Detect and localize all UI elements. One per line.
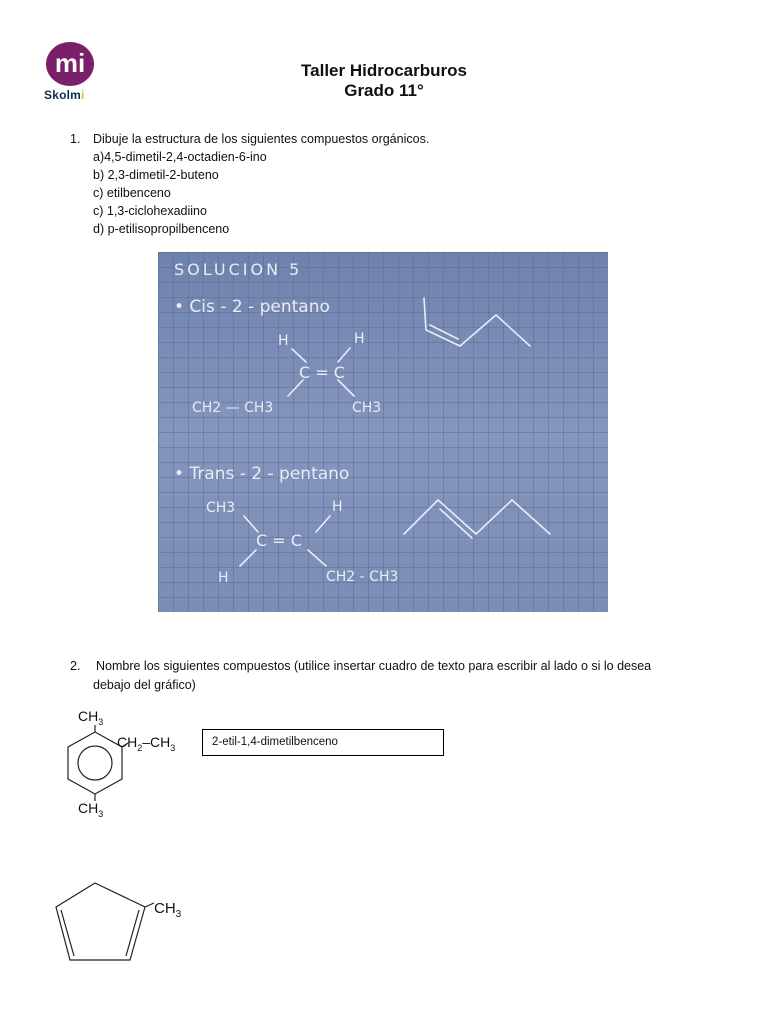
- question-1-item: d) p-etilisopropilbenceno: [93, 222, 230, 236]
- cis-right-group: CH3: [352, 400, 382, 416]
- compound-1-top-group: $CH_3$: [78, 708, 104, 727]
- cyclopentadiene-ring: [50, 876, 200, 966]
- compound-1-side-group: $CH_2-CH_3$: [117, 734, 176, 753]
- question-1-item: b) 2,3-dimetil-2-buteno: [93, 168, 219, 182]
- trans-bottom-right: CH2 - CH3: [326, 569, 399, 585]
- question-1-prompt: Dibuje la estructura de los siguientes compuestos orgánicos.: [93, 132, 430, 146]
- solution-photo: [158, 252, 608, 612]
- question-1-item: c) 1,3-ciclohexadiino: [93, 204, 207, 218]
- cis-label: • Cis - 2 - pentano: [174, 297, 330, 317]
- compound-2-group: $CH_3$: [154, 900, 182, 920]
- question-1-number: 1.: [70, 132, 81, 146]
- question-2-number: 2.: [70, 659, 81, 673]
- page-subtitle: Grado 11°: [344, 81, 424, 100]
- solution-heading: SOLUCION 5: [174, 260, 303, 279]
- logo-mark: mi: [54, 48, 86, 78]
- question-1-item: c) etilbenceno: [93, 186, 171, 200]
- compound-2-structure: [50, 876, 200, 966]
- cis-left-group: CH2 — CH3: [192, 400, 274, 416]
- logo-wordmark: Skolmi: [44, 88, 85, 102]
- benzene-ring: [40, 706, 200, 822]
- trans-double-bond: C = C: [256, 531, 302, 550]
- cis-double-bond: C = C: [299, 363, 345, 382]
- question-1-item: a)4,5-dimetil-2,4-octadien-6-ino: [93, 150, 267, 164]
- cis-h-right: H: [354, 331, 365, 347]
- trans-top-right: H: [332, 499, 343, 515]
- compound-1-bottom-group: $CH_3$: [78, 800, 104, 819]
- trans-top-left: CH3: [206, 500, 236, 516]
- answer-text-box[interactable]: 2-etil-1,4-dimetilbenceno: [202, 729, 444, 756]
- trans-label: • Trans - 2 - pentano: [174, 464, 350, 484]
- question-2-prompt-cont: debajo del gráfico): [93, 678, 196, 692]
- question-2-prompt: Nombre los siguientes compuestos (utilice insertar cuadro de texto para escribir al lado o si lo desea: [96, 659, 652, 673]
- compound-1-structure: [40, 706, 200, 822]
- trans-bottom-left: H: [218, 570, 229, 586]
- cis-h-left: H: [278, 333, 289, 349]
- solution-drawing: [158, 252, 608, 612]
- page-title: Taller Hidrocarburos: [301, 61, 467, 80]
